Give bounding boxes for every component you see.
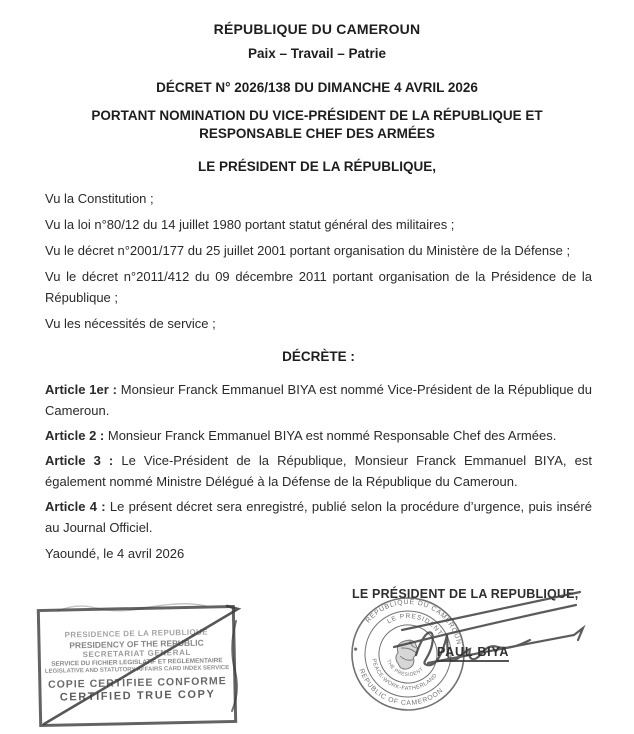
national-motto: Paix – Travail – Patrie (247, 46, 387, 61)
recital-line-1: Vu la Constitution ; (45, 191, 154, 206)
stamp-line-presidency-en: PRESIDENCY OF THE REPUBLIC (69, 637, 204, 650)
seal-core-bottom-text: THE PRESIDENT (384, 658, 426, 679)
stamp-line-copie-certifiee: COPIE CERTIFIEE CONFORME (47, 674, 227, 691)
recital-line-5: Vu les nécessités de service ; (45, 316, 216, 331)
article-4-text: Le présent décret sera enregistré, publié selon la procédure d’urgence, puis inséré au Journal Officiel. (45, 499, 592, 535)
stamp-line-presidence-fr: PRESIDENCE DE LA REPUBLIQUE (64, 627, 209, 640)
recital-line-4: Vu le décret n°2011/412 du 09 décembre 2011 portant organisation de la Présidence de la République ; (45, 269, 592, 305)
stamp-line-service-en: LEGISLATIVE AND STATUTORY AFFAIRS CARD INDEX SERVICE (44, 665, 230, 676)
stamp-top-squiggle (58, 604, 206, 611)
stamp-pen-strokes (30, 593, 250, 733)
seal-inner-bottom-text: PEACE-WORK-FATHERLAND (370, 658, 439, 693)
stamp-diagonal-strike (44, 606, 238, 724)
stamp-line-certified-copy: CERTIFIED TRUE COPY (59, 688, 216, 704)
signatory-name: PAUL BIYA (437, 645, 509, 662)
decree-body (0, 188, 634, 564)
article-1-text: Monsieur Franck Emmanuel BIYA est nommé Vice-Président de la République du Cameroun. (45, 382, 592, 418)
article-1-paragraph (45, 379, 592, 421)
article-2-text: Monsieur Franck Emmanuel BIYA est nommé Responsable Chef des Armées. (107, 428, 557, 443)
signature-scrawl (330, 575, 600, 690)
seal-inner-top-text: LE PRESIDENT (386, 612, 444, 638)
signature-title: LE PRÉSIDENT DE LA REPUBLIQUE, (352, 587, 579, 601)
stamp-line-secretariat: SECRETARIAT GENERAL (82, 647, 192, 660)
stamp-line-service-fr: SERVICE DU FICHIER LEGISLATIF ET REGLEMENTAIRE (51, 657, 223, 668)
article-2-label: Article 2 : (45, 428, 105, 443)
article-4-label: Article 4 : (45, 499, 106, 514)
document-header (0, 0, 634, 174)
decree-number-line: DÉCRET N° 2026/138 DU DIMANCHE 4 AVRIL 2026 (156, 80, 478, 95)
country-title: RÉPUBLIQUE DU CAMEROUN (213, 21, 421, 37)
stamp-right-brace-stroke (232, 621, 237, 711)
seal-outer-bottom-text: REPUBLIC OF CAMEROON (357, 667, 445, 708)
article-3-paragraph (45, 450, 592, 492)
decree-subject-line: PORTANT NOMINATION DU VICE-PRÉSIDENT DE LA RÉPUBLIQUE ET RESPONSABLE CHEF DES ARMÉES (91, 108, 543, 141)
place-date-line: Yaoundé, le 4 avril 2026 (45, 546, 185, 561)
recital-line-2: Vu la loi n°80/12 du 14 juillet 1980 portant statut général des militaires ; (45, 217, 455, 232)
recital-line-3: Vu le décret n°2001/177 du 25 juillet 2001 portant organisation du Ministère de la Défense ; (45, 243, 571, 258)
article-3-label: Article 3 : (45, 453, 114, 468)
seal-outer-top-text: REPUBLIQUE DU CAMEROUN (364, 598, 463, 646)
article-2-paragraph (45, 425, 592, 446)
issuer-line: LE PRÉSIDENT DE LA RÉPUBLIQUE, (197, 159, 437, 174)
enacting-word: DÉCRÈTE : (282, 349, 355, 364)
article-3-text: Le Vice-Président de la République, Monsieur Franck Emmanuel BIYA, est également nommé Ministre Délégué à la Défense de la République du Cameroun. (45, 453, 592, 489)
article-1-label: Article 1er : (45, 382, 117, 397)
article-4-paragraph (45, 496, 592, 538)
